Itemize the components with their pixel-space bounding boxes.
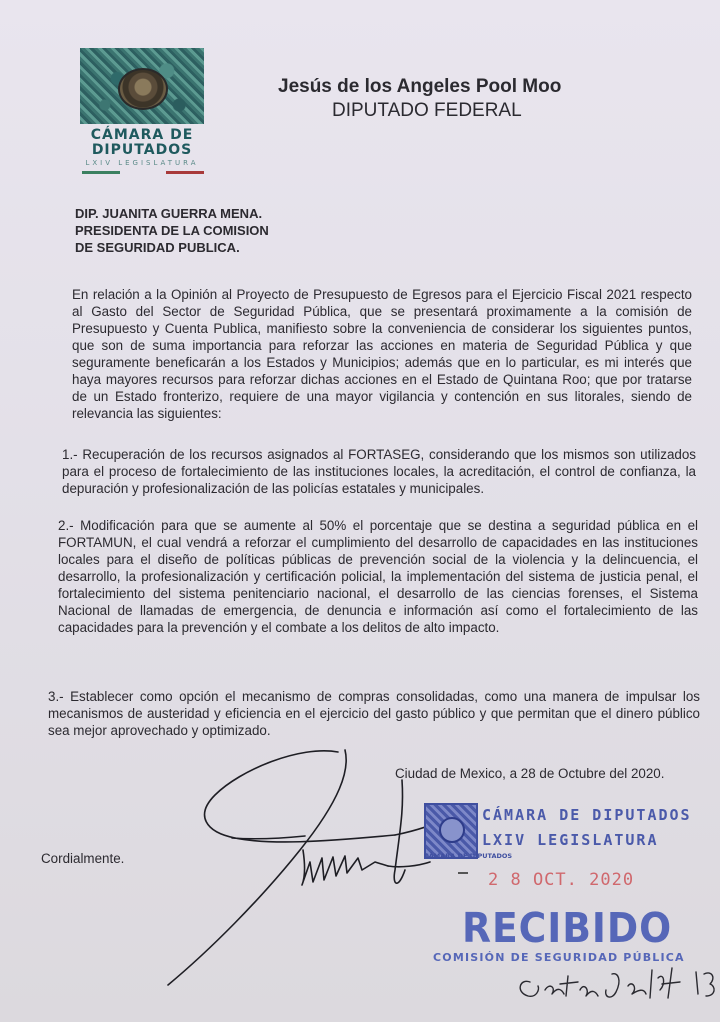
addressee-line-2: PRESIDENTA DE LA COMISION — [75, 223, 269, 238]
seal-icon — [118, 68, 168, 110]
intro-paragraph: En relación a la Opinión al Proyecto de Presupuesto de Egresos para el Ejercicio Fiscal 2021 respecto al Gasto del Sector de Seguridad Pública, que se presentará proximamente a la comisión de Presupuesto y Cuenta Publica, manifiesto sobre la conveniencia de considerar los siguientes puntos, que son de suma importancia para reforzar las acciones en materia de Seguridad Pública y que seguramente beneficarán a los Estados y Municipios; además que en lo particular, es mi interés que haya mayores recursos para reforzar dichas acciones en el Estado de Quintana Roo; que por tratarse de un Estado fronterizo, requiere de una mayor vigilancia y contención en sus litorales, siendo de relevancia las siguientes: — [72, 287, 692, 421]
stamp-dash — [458, 872, 468, 874]
closing-text: Cordialmente. — [41, 851, 125, 866]
stamp-line-2: LXIV LEGISLATURA — [482, 831, 659, 849]
place-date: Ciudad de Mexico, a 28 de Octubre del 2020. — [395, 766, 665, 781]
addressee-line-1: DIP. JUANITA GUERRA MENA. — [75, 206, 263, 221]
point-3-paragraph: 3.- Establecer como opción el mecanismo de compras consolidadas, como una manera de impulsar los mecanismos de austeridad y eficiencia en el ejercicio del gasto público y que permitan que el dinero público sea mejor aprovechado y optimizado. — [48, 689, 700, 738]
sender-role: DIPUTADO FEDERAL — [332, 100, 522, 121]
camara-emblem-icon — [80, 48, 204, 124]
addressee-block — [75, 205, 269, 256]
logo-line-3: LXIV LEGISLATURA — [85, 159, 199, 167]
camara-logo — [80, 48, 204, 172]
logo-line-2: DIPUTADOS — [91, 142, 193, 158]
point-1-paragraph: 1.- Recuperación de los recursos asignados al FORTASEG, considerando que los mismos son utilizados para el proceso de fortalecimiento de las instituciones locales, la acreditación, el control de confianza, la depuración y profesionalización de las policías estatales y municipales. — [62, 447, 696, 496]
stamp-emblem-icon — [424, 803, 478, 859]
received-committee: COMISIÓN DE SEGURIDAD PÚBLICA — [433, 951, 685, 964]
point-2-paragraph: 2.- Modificación para que se aumente al 50% el porcentaje que se destina a seguridad pública en el FORTAMUN, el cual vendrá a reforzar el cumplimiento del desarrollo de capacidades en las instituciones locales para el diseño de políticas públicas de prevención social de la violencia y la delincuencia, el desarrollo, la profesionalización y certificación policial, la implementación del sistema de justicia penal, el fortalecimiento del sistema penitenciario nacional, el desarrollo de las ciencias forenses, el Sistema Nacional de llamadas de emergencia, de denuncia e información así como el fortalecimiento de las capacidades para la prevención y el combate a los delitos de alto impacto. — [58, 518, 698, 635]
red-bar — [166, 171, 204, 174]
stamp-line-1: CÁMARA DE DIPUTADOS — [482, 806, 692, 824]
green-bar — [82, 171, 120, 174]
stamp-date: 2 8 OCT. 2020 — [488, 870, 635, 890]
received-stamp: RECIBIDO — [462, 904, 673, 952]
logo-color-bars — [80, 171, 204, 174]
addressee-line-3: DE SEGURIDAD PUBLICA. — [75, 240, 240, 255]
stamp-mini-text: CÁMARA DE DIPUTADOS — [424, 852, 513, 860]
sender-name: Jesús de los Angeles Pool Moo — [278, 76, 562, 97]
logo-line-1: CÁMARA DE — [90, 127, 194, 143]
